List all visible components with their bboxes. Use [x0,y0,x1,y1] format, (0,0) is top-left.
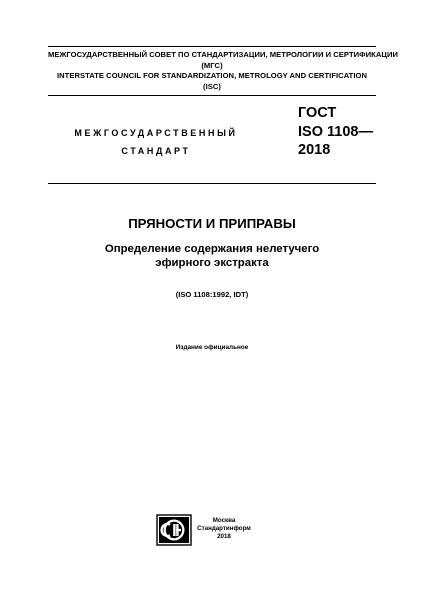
council-en-line2: (ISC) [203,81,221,91]
subtitle-line2: эфирного экстракта [155,257,269,269]
council-ru-line2: (МГС) [201,60,223,70]
standartinform-logo-icon [156,514,192,546]
council-en-line1: INTERSTATE COUNCIL FOR STANDARDIZATION, METROLOGY AND CERTIFICATION [56,71,368,80]
publisher-block [196,517,252,541]
standard-type-line1: МЕЖГОСУДАРСТВЕННЫЙ [74,128,238,138]
document-title: ПРЯНОСТИ И ПРИПРАВЫ [128,216,296,231]
council-header [48,46,399,96]
publisher-name: Стандартинформ [197,525,251,532]
council-ru-line1: МЕЖГОСУДАРСТВЕННЫЙ СОВЕТ ПО СТАНДАРТИЗАЦИИ, МЕТРОЛОГИИ И СЕРТИФИКАЦИИ [48,50,399,59]
designation-line2: ISO 1108— [298,123,373,140]
standard-designation [298,104,373,160]
standard-type-line2: СТАНДАРТ [121,146,191,156]
document-subtitle [48,242,376,270]
iso-reference: (ISO 1108:1992, IDT) [175,290,249,299]
subtitle-line1: Определение содержания нелетучего [104,243,320,255]
standard-type [56,124,256,160]
designation-line1: ГОСТ [298,105,337,121]
designation-line3: 2018 [298,142,331,158]
publisher-city: Москва [212,517,236,524]
edition-note: Издание официальное [175,344,249,351]
divider-rule [48,183,376,184]
publication-year: 2018 [217,533,231,540]
